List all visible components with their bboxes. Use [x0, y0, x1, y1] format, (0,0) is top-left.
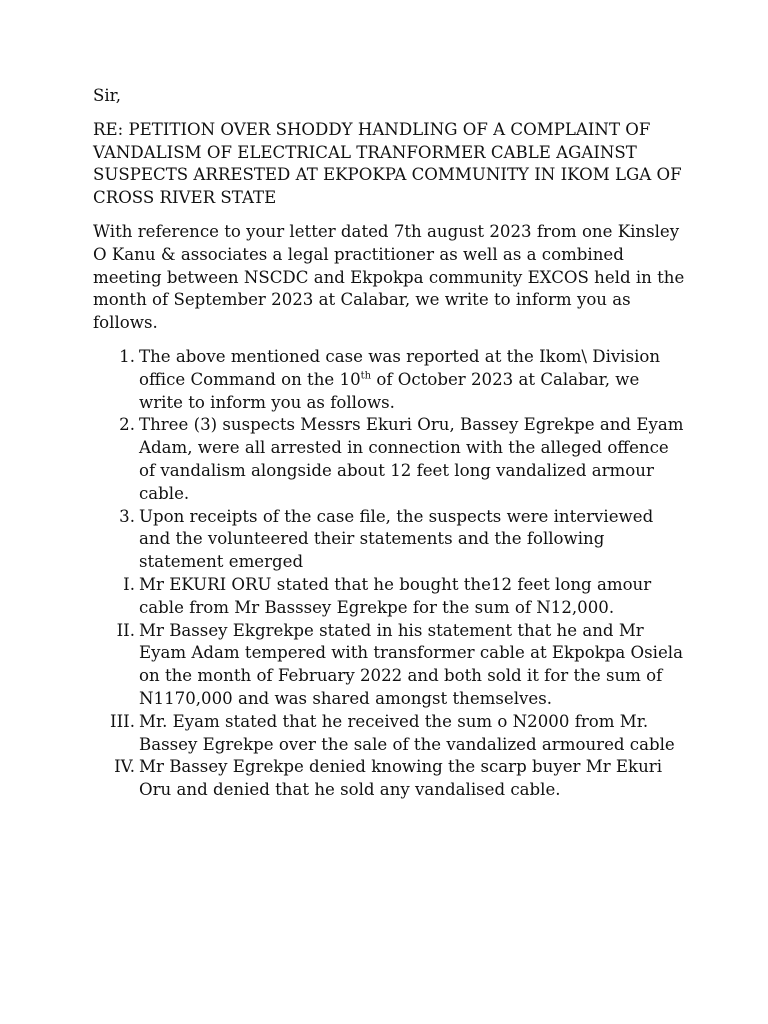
- list-item: [93, 620, 688, 711]
- list-item: [93, 756, 688, 802]
- letter-page: [93, 85, 688, 802]
- list-item-text-part: of October 2023 at Calabar, we write to inform you as follows.: [139, 369, 640, 412]
- list-item: [93, 574, 688, 620]
- list-item-text: [139, 346, 688, 414]
- list-item: [93, 506, 688, 574]
- subject-heading: RE: PETITION OVER SHODDY HANDLING OF A COMPLAINT OF VANDALISM OF ELECTRICAL TRANFORMER CABLE AGAINST SUSPECTS ARRESTED AT EKPOKPA COMMUNITY IN IKOM LGA OF CROSS RIVER STATE: [93, 119, 682, 208]
- list-item-numeral: I.: [123, 574, 135, 594]
- list-item-number: 2.: [119, 415, 135, 435]
- list-item-text: Three (3) suspects Messrs Ekuri Oru, Bassey Egrekpe and Eyam Adam, were all arrested in connection with the alleged offence of vandalism alongside about 12 feet long vandalized armour cable.: [139, 415, 684, 503]
- list-item-numeral: III.: [110, 711, 135, 731]
- list-item-numeral: IV.: [114, 757, 135, 777]
- list-item-text: Upon receipts of the case file, the suspects were interviewed and the volunteered their statements and the following statement emerged: [139, 506, 654, 572]
- roman-list: [93, 574, 688, 802]
- salutation: Sir,: [93, 86, 122, 105]
- list-item: [93, 346, 688, 414]
- ordinal-suffix: th: [360, 370, 372, 382]
- list-item-number: 3.: [119, 506, 135, 526]
- list-item-text: Mr Bassey Ekgrekpe stated in his statement that he and Mr Eyam Adam tempered with transformer cable at Ekpokpa Osiela on the month of February 2022 and both sold it for the sum of N1170,000 and was shared amongst themselves.: [139, 620, 683, 708]
- list-item-numeral: II.: [116, 620, 135, 640]
- list-item-text: Mr EKURI ORU stated that he bought the12 feet long amour cable from Mr Basssey Egrekpe for the sum of N12,000.: [139, 574, 652, 617]
- numbered-list: [93, 346, 688, 574]
- list-item-text: Mr Bassey Egrekpe denied knowing the scarp buyer Mr Ekuri Oru and denied that he sold any vandalised cable.: [139, 757, 663, 800]
- list-item-text-part: The above mentioned case was reported at the Ikom\ Division office Command on the 10: [139, 346, 661, 389]
- intro-paragraph: With reference to your letter dated 7th august 2023 from one Kinsley O Kanu & associates a legal practitioner as well as a combined meeting between NSCDC and Ekpokpa community EXCOS held in the month of September 2023 at Calabar, we write to inform you as follows.: [93, 221, 685, 333]
- list-item: [93, 414, 688, 505]
- list-item: [93, 711, 688, 757]
- list-item-number: 1.: [119, 346, 135, 366]
- list-item-text: Mr. Eyam stated that he received the sum o N2000 from Mr. Bassey Egrekpe over the sale of the vandalized armoured cable: [139, 711, 675, 754]
